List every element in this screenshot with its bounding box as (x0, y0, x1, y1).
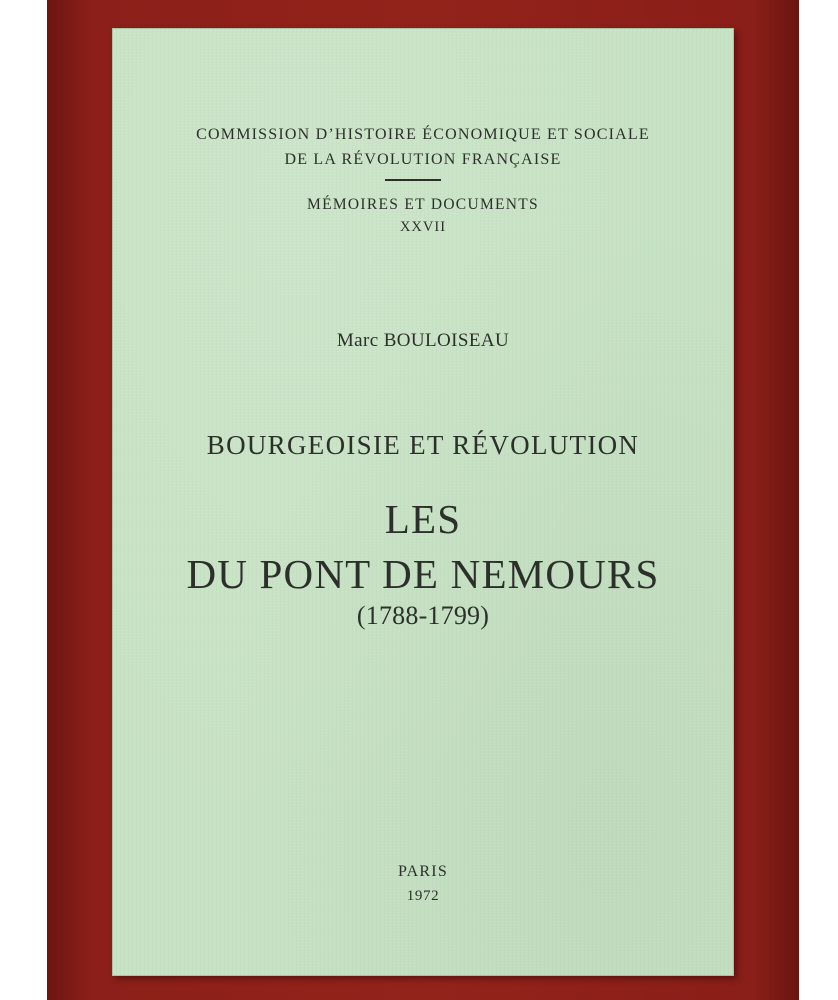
series-heading-line-1: COMMISSION D’HISTOIRE ÉCONOMIQUE ET SOCIALE (196, 126, 650, 143)
book-title-line-2: DU PONT DE NEMOURS (186, 551, 660, 597)
collection-number: XXVII (399, 219, 447, 235)
publication-place: PARIS (398, 863, 448, 880)
collection-name: MÉMOIRES ET DOCUMENTS (307, 196, 539, 213)
publication-year: 1972 (406, 888, 440, 904)
book-cover (112, 28, 734, 976)
series-heading-line-2: DE LA RÉVOLUTION FRANÇAISE (284, 151, 562, 168)
author-name: Marc BOULOISEAU (336, 330, 510, 351)
book-subtitle: BOURGEOISIE ET RÉVOLUTION (206, 430, 640, 460)
divider-rule (385, 179, 441, 181)
date-range: (1788-1799) (356, 601, 490, 630)
book-title-line-1: LES (384, 496, 462, 542)
